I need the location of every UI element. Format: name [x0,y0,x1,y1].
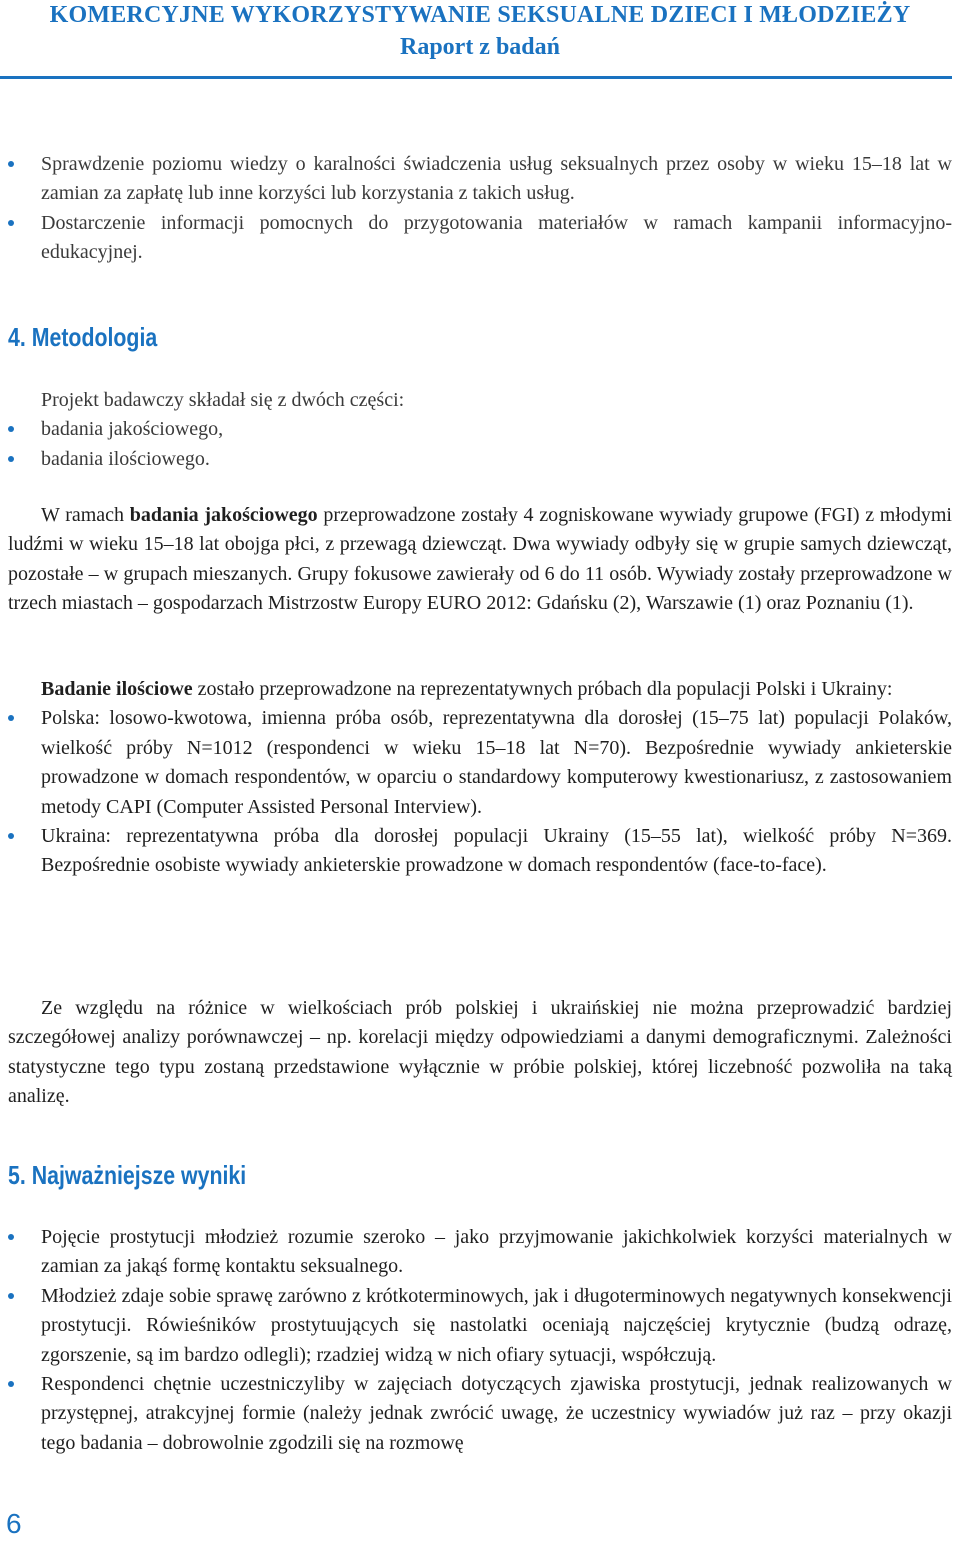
section-heading-results: 5. Najważniejsze wyniki [8,1160,247,1190]
section-heading-methodology: 4. Metodologia [8,322,158,352]
methodology-parts [8,386,952,474]
bullet-icon [8,833,14,839]
bullet-icon [8,1293,14,1299]
methodology-lead: Projekt badawczy składał się z dwóch części: [41,389,405,411]
list-item: Ukraina: reprezentatywna próba dla dorosłej populacji Ukrainy (15–55 lat), wielkość próby N=369. Bezpośrednie osobiste wywiady ankieterskie prowadzone w domach respondentów (face-to-face). [8,822,952,881]
header-divider [0,76,952,79]
report-title: KOMERCYJNE WYKORZYSTYWANIE SEKSUALNE DZIECI I MŁODZIEŻY [49,2,911,28]
bullet-icon [8,1234,14,1240]
list-item: Pojęcie prostytucji młodzież rozumie szeroko – jako przyjmowanie jakichkolwiek korzyści materialnych w zamian za jakąś formę kontaktu seksualnego. [8,1223,952,1282]
bullet-icon [8,715,14,721]
intro-bullet-list [8,150,952,268]
bullet-icon [8,456,14,462]
bullet-icon [8,220,14,226]
quantitative-section: Badanie ilościowe zostało przeprowadzone na reprezentatywnych próbach dla populacji Polski i Ukrainy: Polska: losowo-kwotowa, imienna próba osób, reprezentatywna dla dorosłej (15–75 lat) populacji Polaków, wielkość próby N=1012 (respondenci w wieku 15–18 lat N=70). Bezpośrednie wywiady ankieterskie prowadzone w domach respondentów, w oparciu o standardowy komputerowy kwestionariusz, z zastosowaniem metody CAPI (Computer Assisted Personal Interview). Ukraina: reprezentatywna próba dla dorosłej populacji Ukrainy (15–55 lat), wielkość próby N=369. Bezpośrednie osobiste wywiady ankieterskie prowadzone w domach respondentów (face-to-face). [8,675,952,881]
qualitative-paragraph: W ramach badania jakościowego przeprowadzone zostały 4 zogniskowane wywiady grupowe (FGI) z młodymi ludźmi w wieku 15–18 lat obojga płci, z przewagą dziewcząt. Dwa wywiady odbyły się w grupie samych dziewcząt, pozostałe – w grupach mieszanych. Grupy fokusowe zawierały od 6 do 11 osób. Wywiady zostały przeprowadzone w trzech miastach – gospodarzach Mistrzostw Europy EURO 2012: Gdańsku (2), Warszawie (1) oraz Poznaniu (1). [8,504,952,615]
bullet-icon [8,161,14,167]
report-subtitle: Raport z badań [399,34,561,60]
bullet-icon [8,1381,14,1387]
list-item: Dostarczenie informacji pomocnych do przygotowania materiałów w ramach kampanii informacyjno-edukacyjnej. [8,209,952,268]
results-bullet-list [8,1223,952,1458]
list-item: Sprawdzenie poziomu wiedzy o karalności świadczenia usług seksualnych przez osoby w wieku 15–18 lat w zamian za zapłatę lub inne korzyści lub korzystania z takich usług. [8,150,952,209]
list-item: badania ilościowego. [8,445,952,474]
list-item: Polska: losowo-kwotowa, imienna próba osób, reprezentatywna dla dorosłej (15–75 lat) populacji Polaków, wielkość próby N=1012 (respondenci w wieku 15–18 lat N=70). Bezpośrednie wywiady ankieterskie prowadzone w domach respondentów, w oparciu o standardowy komputerowy kwestionariusz, z zastosowaniem metody CAPI (Computer Assisted Personal Interview). [8,704,952,822]
list-item: badania jakościowego, [8,415,952,444]
closing-paragraph: Ze względu na różnice w wielkościach prób polskiej i ukraińskiej nie można przeprowadzić bardziej szczegółowej analizy porównawczej – np. korelacji między odpowiedziami a danymi demograficznymi. Zależności statystyczne tego typu zostaną przedstawione wyłącznie w próbie polskiej, której liczebność pozwoliła na taką analizę. [8,997,952,1108]
list-item: Młodzież zdaje sobie sprawę zarówno z krótkoterminowych, jak i długoterminowych negatywnych konsekwencji prostytucji. Rówieśników prostytuujących się nastolatki oceniają najczęściej krytycznie (budzą odrazę, zgorszenie, są im bardzo odlegli); rzadziej widzą w nich ofiary sytuacji, współczują. [8,1282,952,1370]
list-item: Respondenci chętnie uczestniczyliby w zajęciach dotyczących zjawiska prostytucji, jednak realizowanych w przystępnej, atrakcyjnej formie (należy jednak zwrócić uwagę, że uczestnicy wywiadów już raz – przy okazji tego badania – dobrowolnie zgodzili się na rozmowę [8,1370,952,1458]
bold-term: badania jakościowego [129,504,318,526]
bullet-icon [8,426,14,432]
bold-term: Badanie ilościowe [41,678,193,700]
page-number: 6 [6,1508,22,1539]
